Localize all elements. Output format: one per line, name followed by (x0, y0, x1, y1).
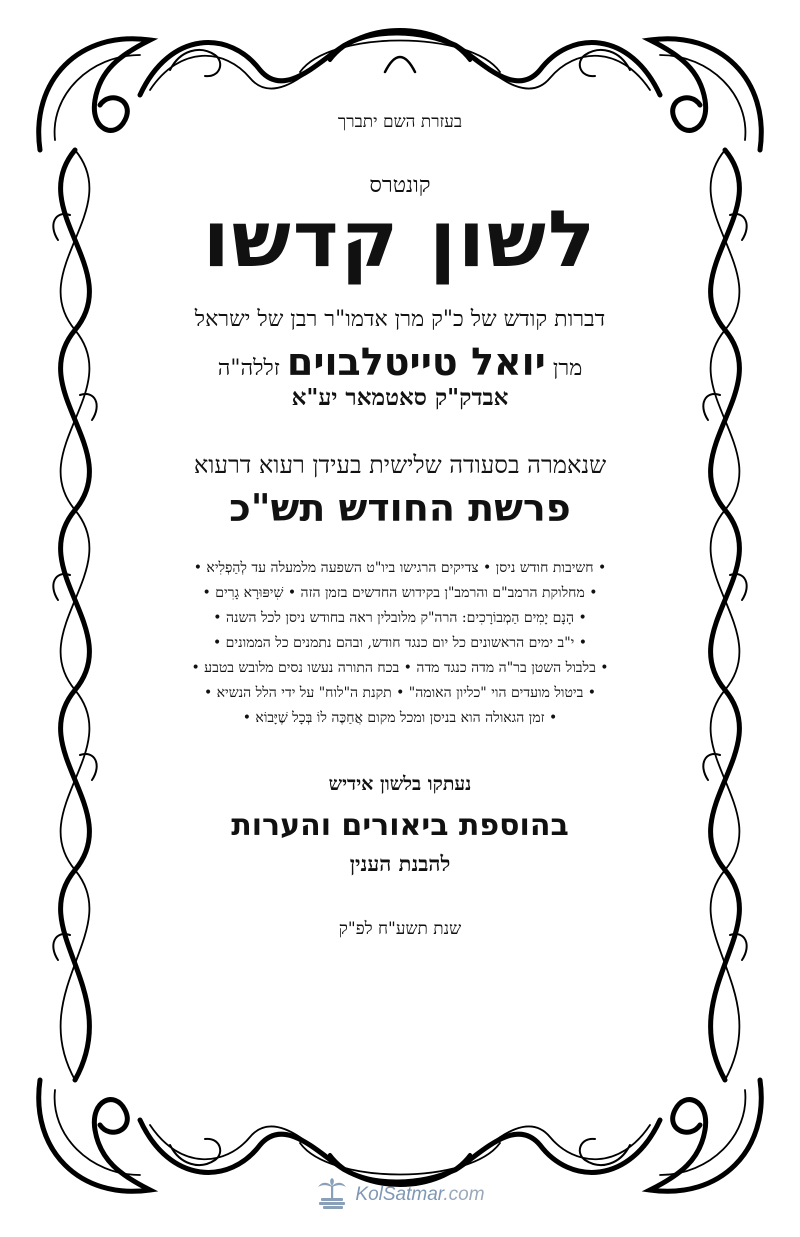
topic-line: • חשיבות חודש ניסן • צדיקים הרגישו ביו"ט השפעה מלמעלה עד לְהַפְלִיא • (193, 559, 607, 576)
words-of-holiness: דברות קודש של כ"ק מרן אדמו"ר רבן של ישראל (194, 306, 606, 332)
rebbe-name: יואל טייטלבוים (286, 339, 546, 384)
topic-line: • בלבול השטן בר"ה מדה כנגד מדה • בכח התורה נעשו נסים מלובש בטבע • (191, 659, 609, 676)
occasion-line: שנאמרה בסעודה שלישית בעידן רעוא דרעוא (193, 450, 607, 479)
topic-line: • זמן הגאולה הוא בניסן ומכל מקום אֲחַכֶּה לוֹ בְּכָל שֶׁיָּבוֹא • (242, 709, 558, 726)
parsha-title: פרשת החודש תש"כ (229, 485, 571, 530)
site-link[interactable] (315, 1178, 484, 1212)
year-line: שנת תשע"ח לפ"ק (338, 918, 462, 939)
palm-tree-books-icon (315, 1178, 349, 1212)
blessing-heading: בעזרת השם יתברך (337, 112, 463, 132)
bottom-border-flourish (140, 1120, 660, 1185)
right-border-chain (703, 150, 746, 1080)
additions-title: בהוספת ביאורים והערות (231, 807, 569, 843)
translation-note: נעתקו בלשון אידיש (328, 772, 472, 795)
topic-line: • הָנָם יָמִים הַמְבוֹרָכִים: הרה"ק מלובלין ראה בחודש ניסן לכל השנה • (213, 609, 587, 626)
top-border-flourish (140, 30, 660, 95)
topics-list (110, 556, 690, 731)
topic-line: • י"ב ימים הראשונים כל יום כנגד חודש, ובהם נתמנים כל הממונים • (212, 634, 588, 651)
rebbe-name-line (110, 340, 690, 384)
maran-prefix: מרן (552, 355, 583, 381)
rebbe-title: אבדק"ק סאטמאר יע"א (291, 383, 509, 411)
topic-line: • מחלוקת הרמב"ם והרמב"ן בקידוש החדשים בזמן הזה • שִׁיפּוּרָא גָרִים • (202, 584, 598, 601)
kuntres-label: קונטרס (369, 173, 431, 198)
topic-line: • ביטול מועדים הוי "כליון האומה" • תקנת ה"לוח" על ידי הלל הנשיא • (203, 684, 597, 701)
site-name-text: KolSatmar (355, 1184, 444, 1205)
main-title: לשון קדשו (202, 195, 598, 285)
understanding-subtitle: להבנת הענין (349, 850, 451, 876)
maran-suffix: זללה"ה (217, 355, 280, 381)
left-border-chain (53, 150, 96, 1080)
site-name (355, 1184, 484, 1206)
title-page-content (110, 100, 690, 939)
site-tld: .com (443, 1184, 485, 1205)
site-footer (0, 1178, 800, 1216)
